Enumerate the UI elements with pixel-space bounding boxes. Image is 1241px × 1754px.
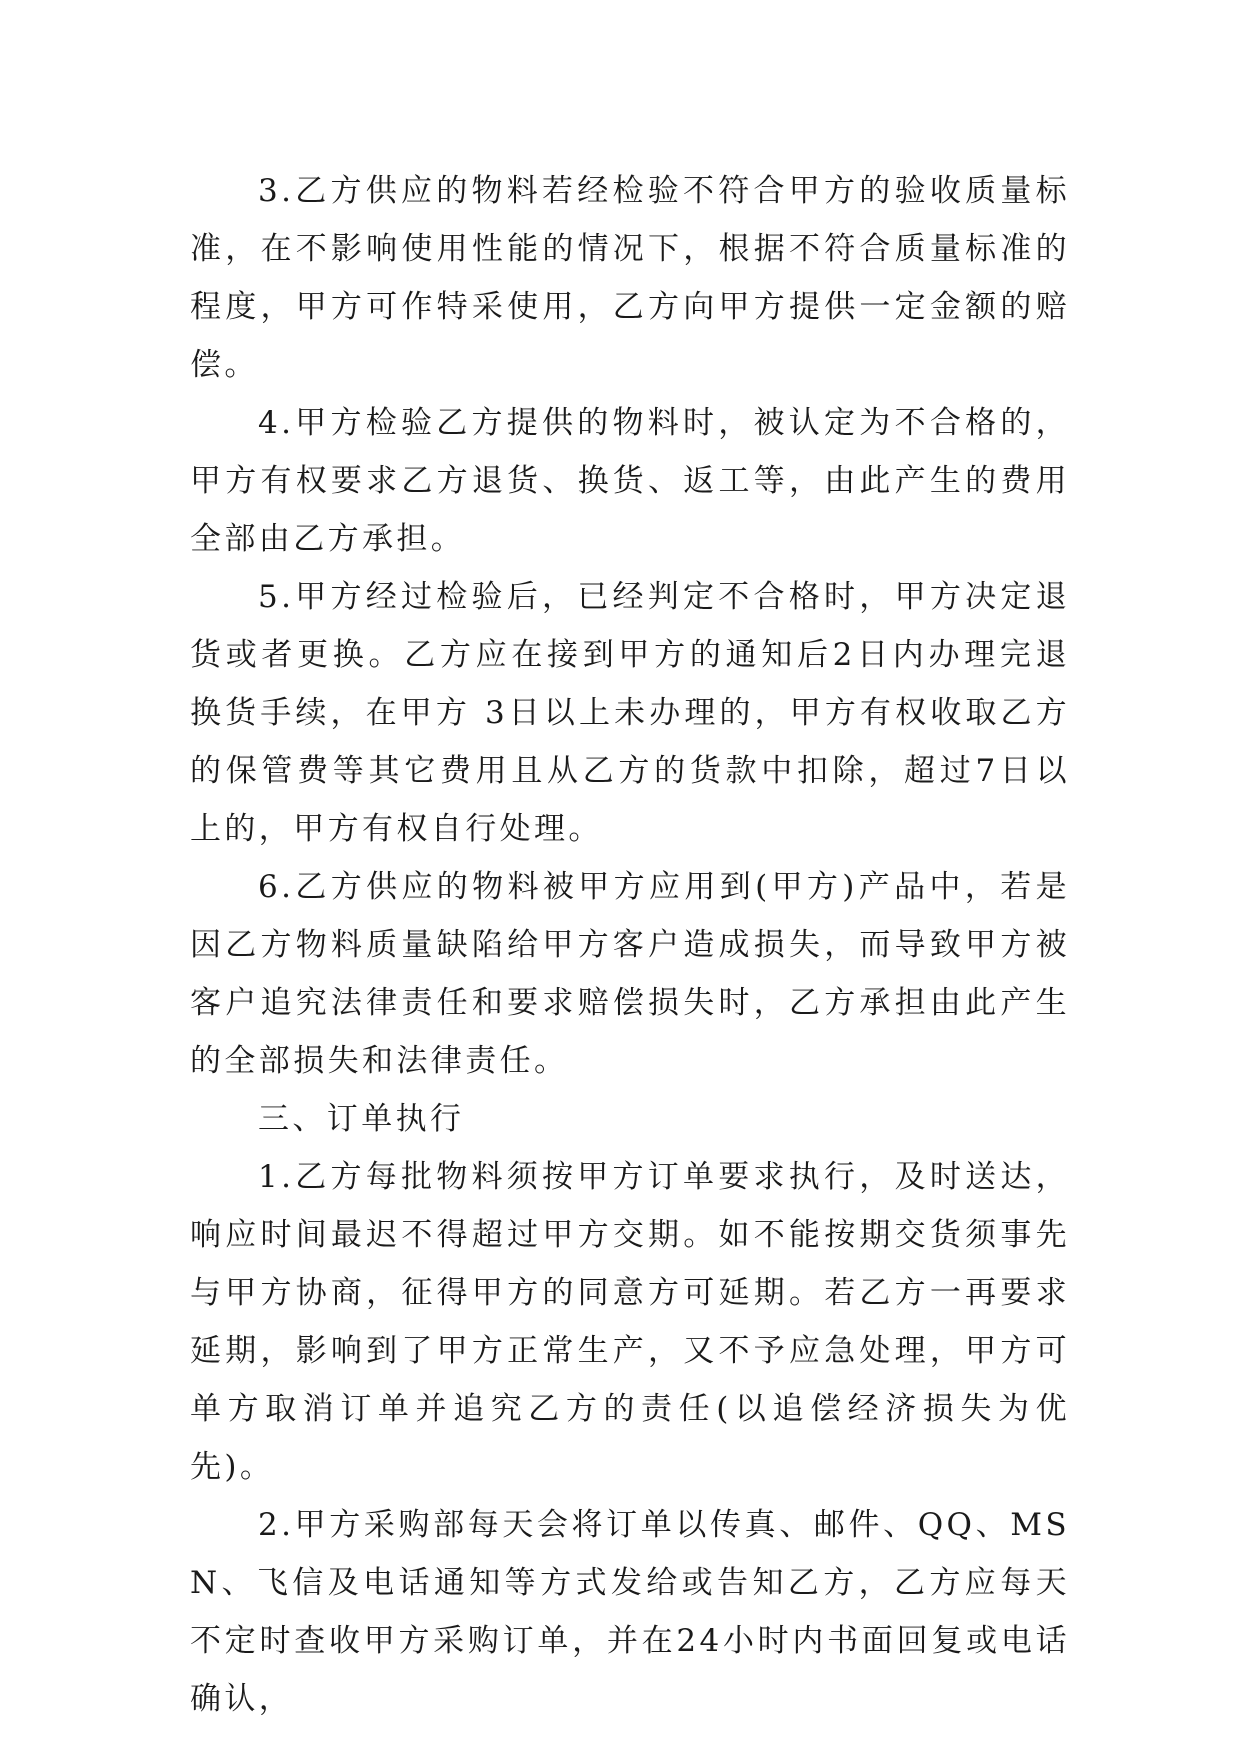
clause-6-liability: 6.乙方供应的物料被甲方应用到(甲方)产品中，若是因乙方物料质量缺陷给甲方客户造成损失，而导致甲方被客户追究法律责任和要求赔偿损失时，乙方承担由此产生的全部损失和法律责任。	[190, 869, 1070, 1079]
document-body	[190, 162, 1070, 1728]
order-clause-1-delivery: 1.乙方每批物料须按甲方订单要求执行，及时送达，响应时间最迟不得超过甲方交期。如不能按期交货须事先与甲方协商，征得甲方的同意方可延期。若乙方一再要求延期，影响到了甲方正常生产，又不予应急处理，甲方可单方取消订单并追究乙方的责任(以追偿经济损失为优先)。	[190, 1159, 1070, 1485]
clause-5-return-deadline: 5.甲方经过检验后，已经判定不合格时，甲方决定退货或者更换。乙方应在接到甲方的通知后2日内办理完退换货手续，在甲方 3日以上未办理的，甲方有权收取乙方的保管费等其它费用且从乙方的货款中扣除，超过7日以上的，甲方有权自行处理。	[190, 579, 1070, 847]
order-clause-2-order-confirmation: 2.甲方采购部每天会将订单以传真、邮件、QQ、MSN、飞信及电话通知等方式发给或告知乙方，乙方应每天不定时查收甲方采购订单，并在24小时内书面回复或电话确认，	[190, 1507, 1070, 1717]
section-heading-order-execution: 三、订单执行	[258, 1101, 465, 1137]
clause-4-return-rework: 4.甲方检验乙方提供的物料时，被认定为不合格的，甲方有权要求乙方退货、换货、返工等，由此产生的费用全部由乙方承担。	[190, 405, 1070, 557]
clause-3-quality-concession: 3.乙方供应的物料若经检验不符合甲方的验收质量标准，在不影响使用性能的情况下，根据不符合质量标准的程度，甲方可作特采使用，乙方向甲方提供一定金额的赔偿。	[190, 173, 1070, 383]
